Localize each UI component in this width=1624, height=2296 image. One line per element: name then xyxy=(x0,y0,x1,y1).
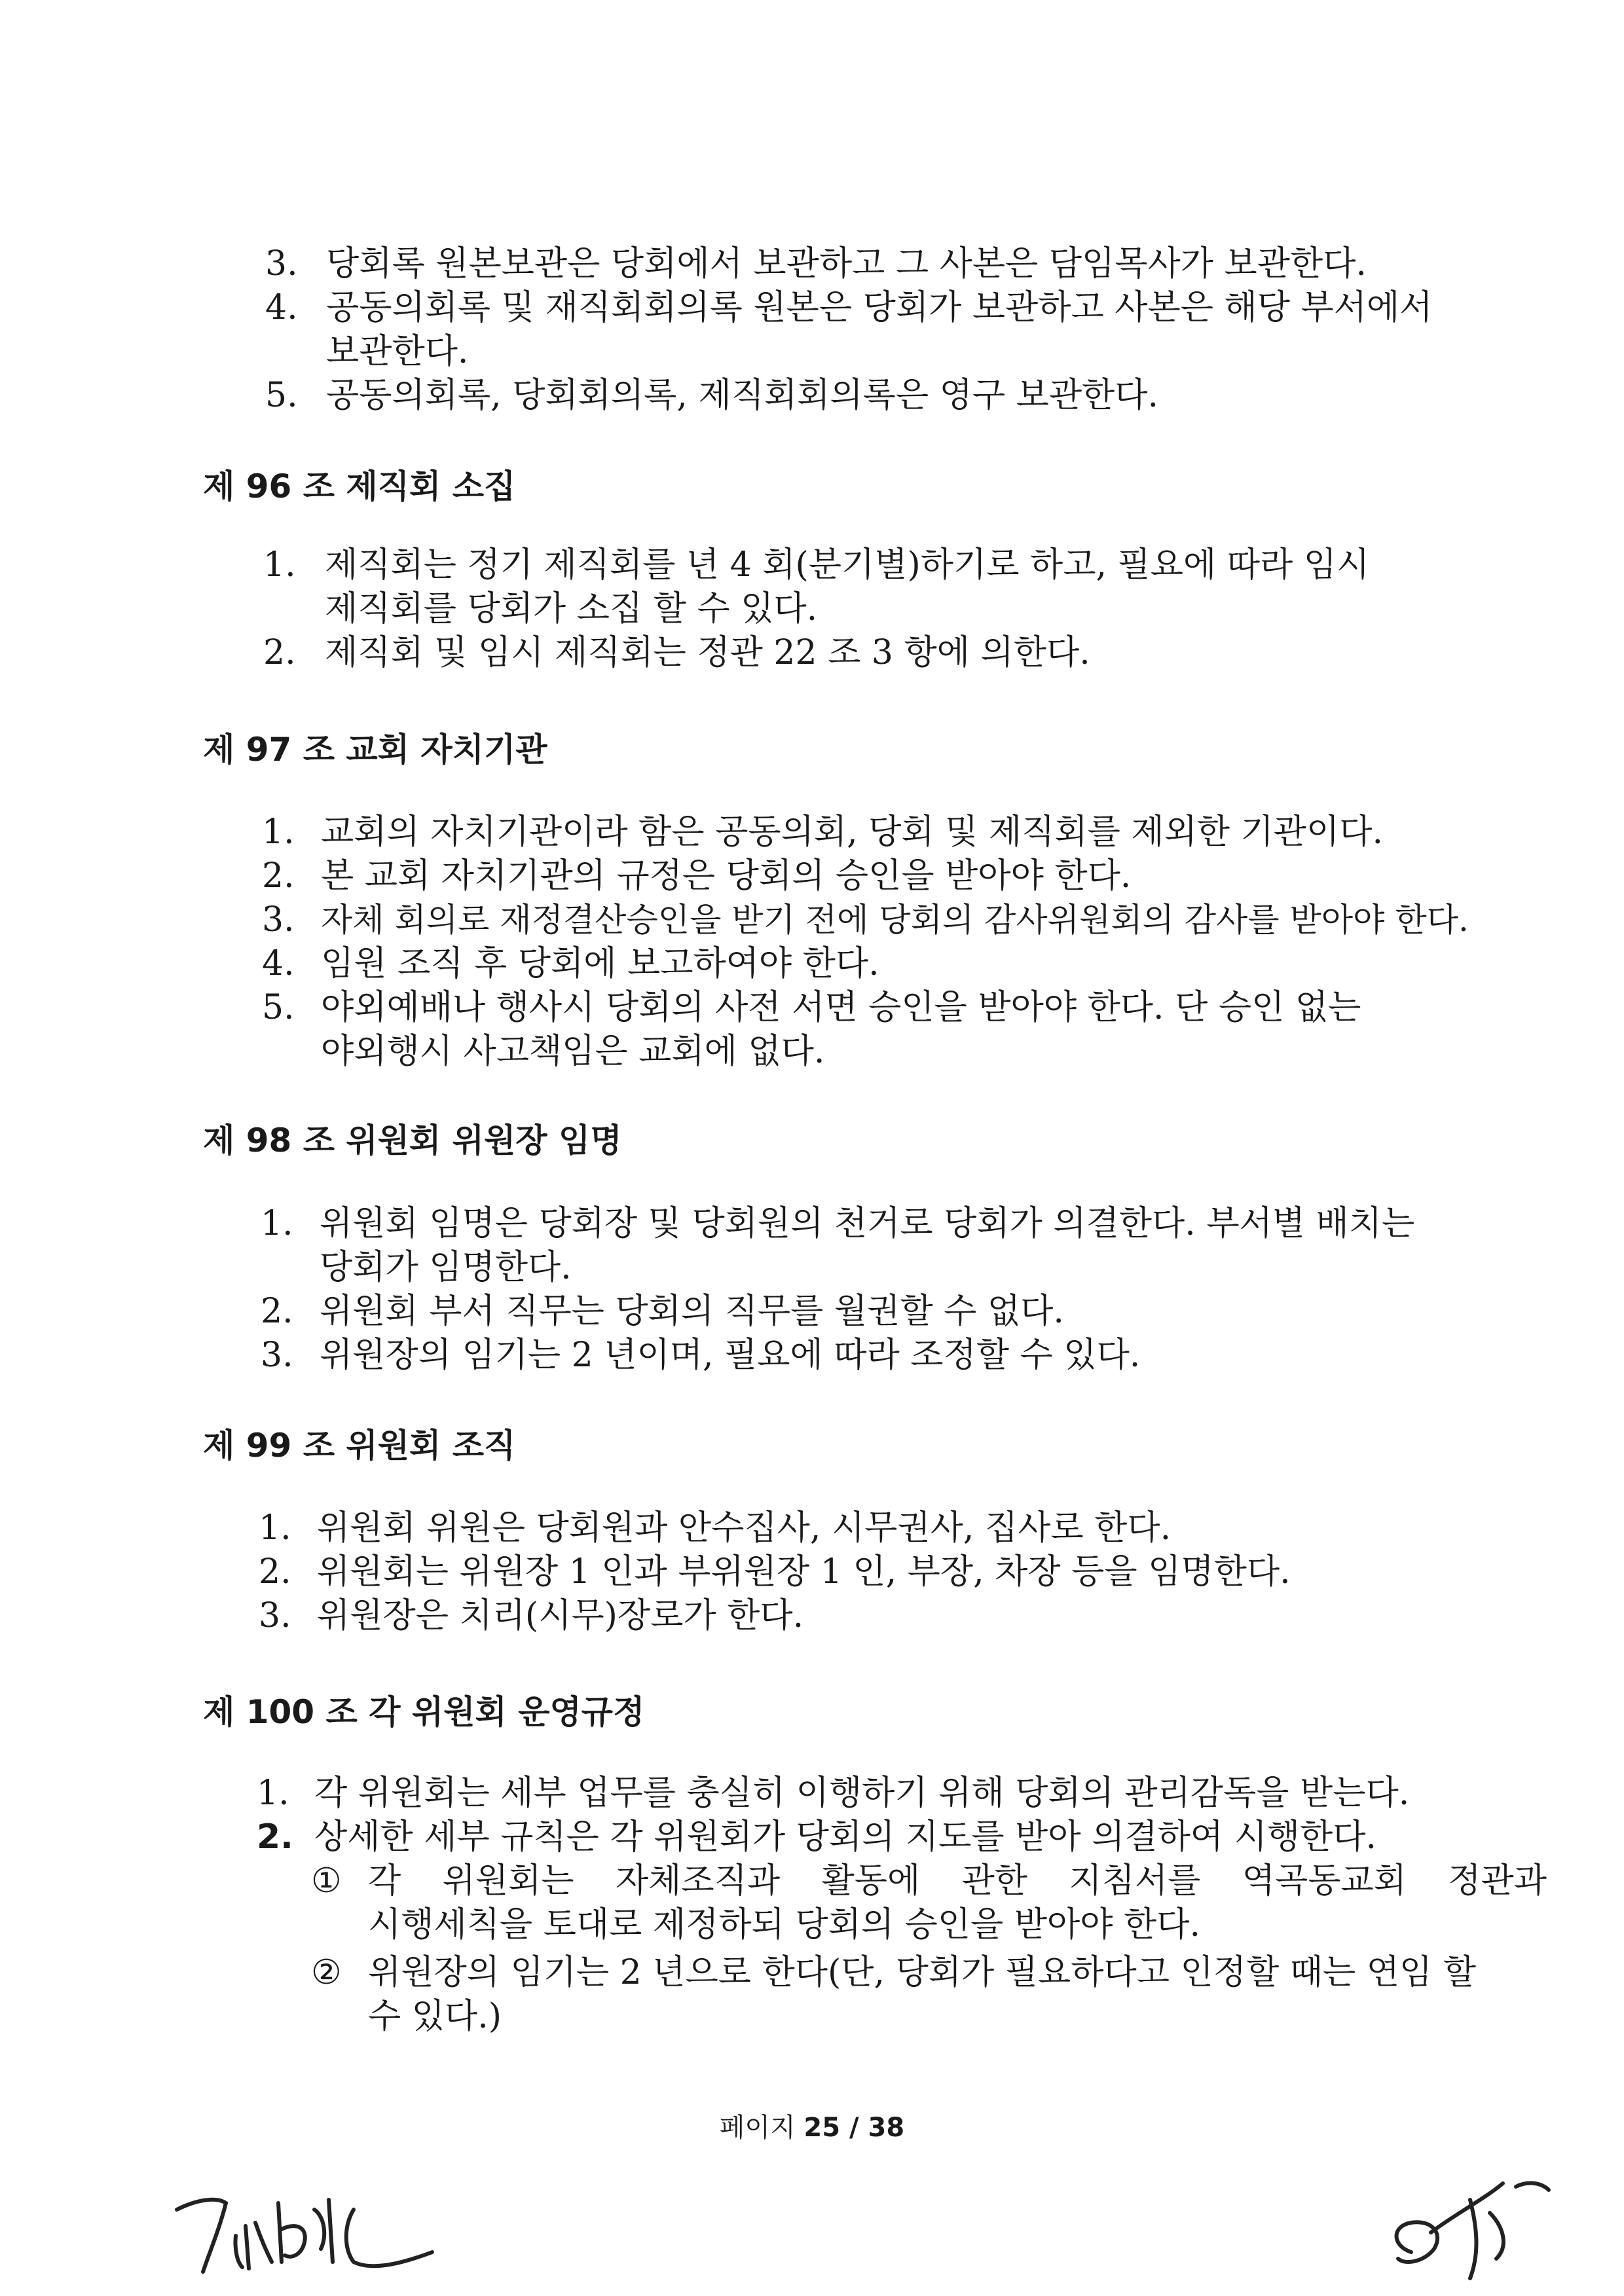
section-100 xyxy=(0,1772,1624,2039)
list-item: 3. 위원장은 치리(시무)장로가 한다. xyxy=(259,1596,804,1635)
list-item: 2. 위원회 부서 직무는 당회의 직무를 월권할 수 없다. xyxy=(261,1292,1064,1331)
list-item: 2. 본 교회 자치기관의 규정은 당회의 승인을 받아야 한다. xyxy=(262,856,1132,896)
section-98 xyxy=(0,1202,1624,1377)
section-99 xyxy=(0,1506,1624,1638)
list-item: 1. 위원회 임명은 당회장 및 당회원의 천거로 당회가 의결한다. 부서별 배치는 당회가 임명한다. xyxy=(261,1204,1415,1287)
list-item: 2. 제직회 및 임시 제직회는 정관 22 조 3 항에 의한다. xyxy=(263,633,1090,672)
list-item: 2. 위원회는 위원장 1 인과 부위원장 1 인, 부장, 차장 등을 임명한다. xyxy=(259,1552,1291,1592)
list-item: 1. 제직회는 정기 제직회를 년 4 회(분기별)하기로 하고, 필요에 따라 임시 제직회를 당회가 소집 할 수 있다. xyxy=(263,545,1370,629)
list-item: 4. 공동의회록 및 재직회회의록 원본은 당회가 보관하고 사본은 해당 부서에서 보관한다. xyxy=(265,288,1433,371)
list-item: 1. 각 위원회는 세부 업무를 충실히 이행하기 위해 당회의 관리감독을 받는다. xyxy=(257,1774,1410,1813)
section-96 xyxy=(0,543,1624,675)
list-item: 2. 상세한 세부 규칙은 각 위원회가 당회의 지도를 받아 의결하여 시행한다. xyxy=(257,1817,1377,1857)
section-heading: 제 100 조 각 위원회 운영규정 xyxy=(203,1693,645,1731)
page-number: 25 / 38 xyxy=(803,2113,905,2143)
list-item: 3. 자체 회의로 재정결산승인을 받기 전에 당회의 감사위원회의 감사를 받아야 한다. xyxy=(262,900,1469,939)
list-item: 1. 위원회 위원은 당회원과 안수집사, 시무권사, 집사로 한다. xyxy=(259,1508,1172,1548)
page-footer xyxy=(0,2111,1624,2144)
list-item: 5. 야외예배나 행사시 당회의 사전 서면 승인을 받아야 한다. 단 승인 없는 야외행시 사고책임은 교회에 없다. xyxy=(262,988,1361,1071)
sub-list-item: ② 위원장의 임기는 2 년으로 한다(단, 당회가 필요하다고 인정할 때는 연임 할 수 있다.) xyxy=(311,1953,1476,2036)
list-item: 3. 위원장의 임기는 2 년이며, 필요에 따라 조정할 수 있다. xyxy=(261,1336,1141,1375)
left-signature-image xyxy=(157,2164,445,2282)
sub-list-item: ① 각 위원회는 자체조직과 활동에 관한 지침서를 역곡동교회 정관과 시행세칙을 토대로 제정하되 당회의 승인을 받아야 한다. xyxy=(311,1861,1547,1944)
section-97 xyxy=(0,811,1624,1074)
list-item: 5. 공동의회록, 당회회의록, 제직회회의록은 영구 보관한다. xyxy=(265,376,1159,415)
page-label: 페이지 xyxy=(719,2113,796,2143)
section-heading: 제 99 조 위원회 조직 xyxy=(203,1427,516,1465)
list-item: 4. 임원 조직 후 당회에 보고하여야 한다. xyxy=(262,944,879,983)
right-signature-image xyxy=(1372,2154,1568,2285)
section-heading: 제 98 조 위원회 위원장 임명 xyxy=(203,1121,622,1159)
section-heading: 제 96 조 제직회 소집 xyxy=(203,467,516,505)
section-heading: 제 97 조 교회 자치기관 xyxy=(203,731,547,769)
list-item: 1. 교회의 자치기관이라 함은 공동의회, 당회 및 제직회를 제외한 기관이다. xyxy=(262,812,1384,852)
section-continuation xyxy=(0,242,1624,418)
list-item: 3. 당회록 원본보관은 당회에서 보관하고 그 사본은 담임목사가 보관한다. xyxy=(265,244,1367,283)
